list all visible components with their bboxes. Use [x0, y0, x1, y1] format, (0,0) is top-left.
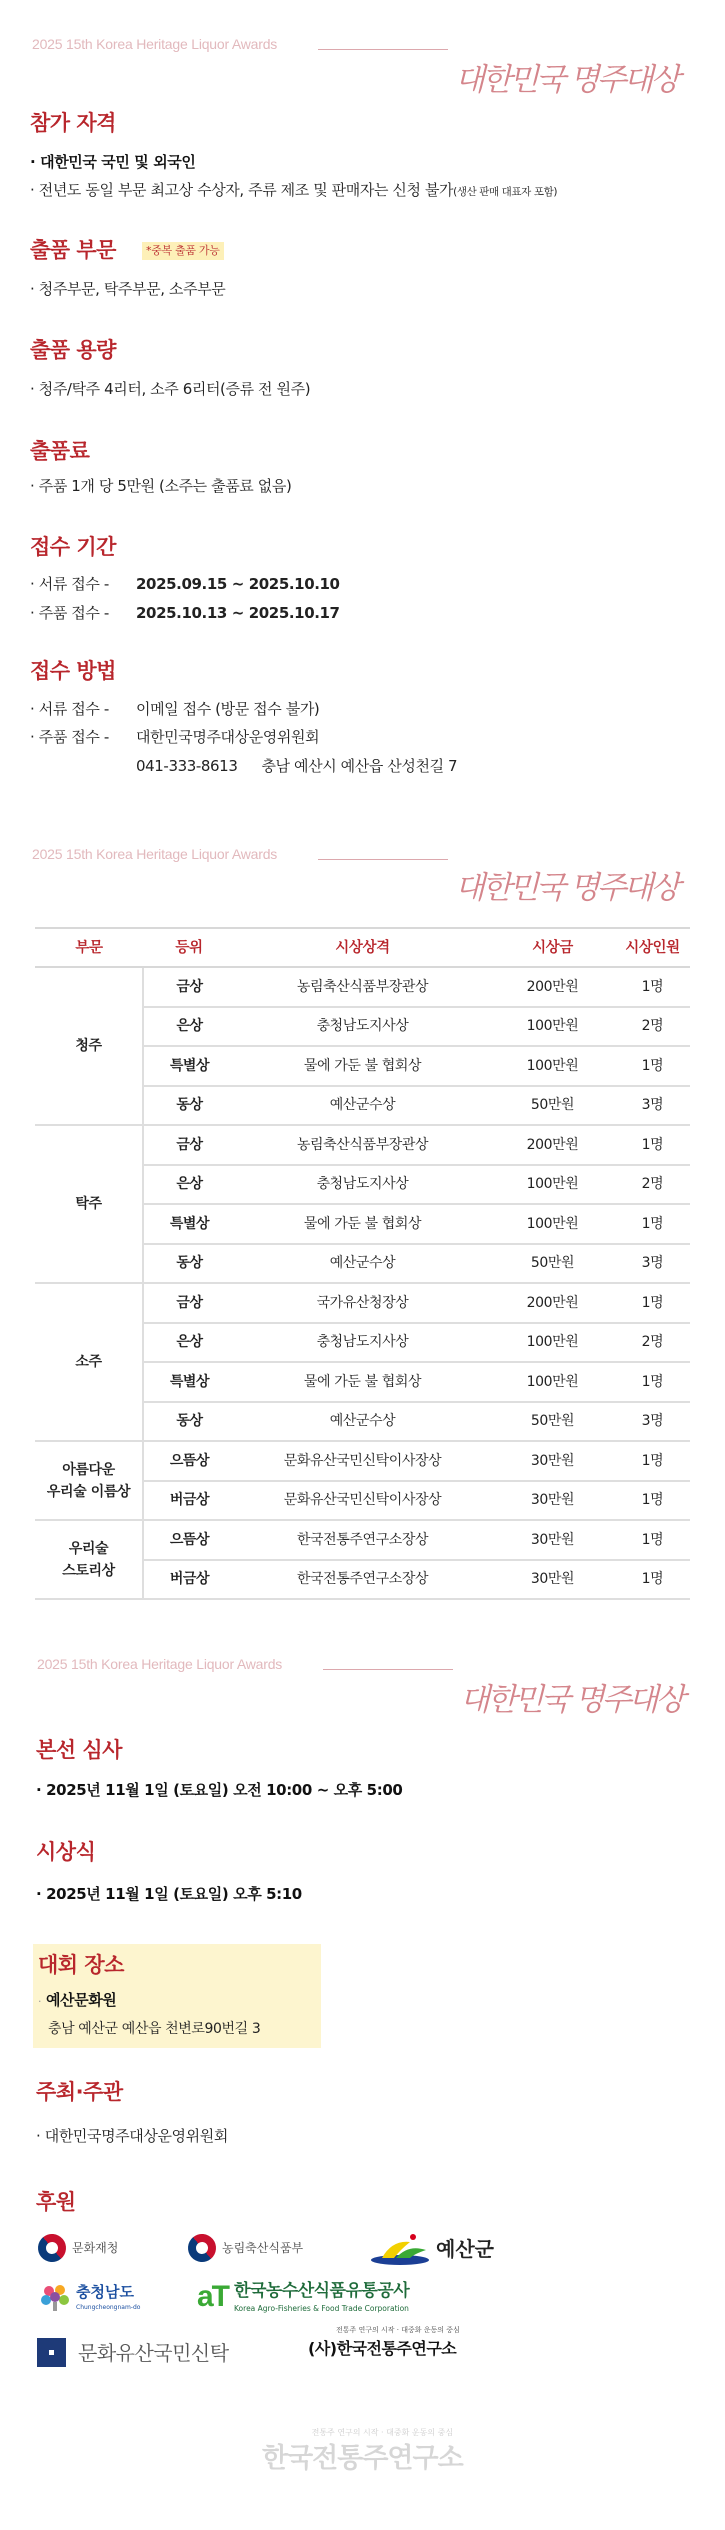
winners-cell: 1명 [615, 1283, 690, 1323]
winners-cell: 1명 [615, 1481, 690, 1521]
winners-cell: 3명 [615, 1402, 690, 1442]
prize-cell: 50만원 [490, 1402, 615, 1442]
sponsor-logo-at [197, 2280, 409, 2314]
prize-cell: 100만원 [490, 1362, 615, 1402]
column-header: 시상인원 [615, 928, 690, 967]
header-divider [318, 49, 448, 50]
prize-cell: 100만원 [490, 1007, 615, 1047]
rank-cell: 특별상 [143, 1046, 235, 1086]
prize-cell: 100만원 [490, 1323, 615, 1363]
venue-box [33, 1944, 321, 2048]
chungnam-flower-icon [40, 2282, 70, 2312]
venue-heading: 대회 장소 [38, 1953, 124, 1977]
eligibility-heading: 참가 자격 [30, 111, 116, 135]
method-row [30, 727, 319, 747]
event-logo: 대한민국 명주대상 [455, 870, 678, 906]
method-value: 이메일 접수 (방문 접수 불가) [136, 700, 320, 718]
table-row [35, 1125, 690, 1165]
category-cell: 탁주 [35, 1125, 143, 1283]
national-trust-icon [37, 2338, 66, 2367]
period-value: 2025.10.13 ~ 2025.10.17 [136, 604, 340, 622]
eligibility-text: · 전년도 동일 부문 최고상 수상자, 주류 제조 및 판매자는 신청 불가 [30, 181, 454, 199]
rank-cell: 버금상 [143, 1481, 235, 1521]
award-name-cell: 국가유산청장상 [235, 1283, 490, 1323]
method-label: · 서류 접수 - [30, 700, 109, 718]
sponsor-name: 문화유산국민신탁 [78, 2340, 229, 2365]
winners-cell: 1명 [615, 1362, 690, 1402]
category-cell: 소주 [35, 1283, 143, 1441]
event-logo: 대한민국 명주대상 [460, 1682, 683, 1718]
period-value: 2025.09.15 ~ 2025.10.10 [136, 575, 340, 593]
watermark-tagline: 전통주 연구의 시작 · 대중화 운동의 중심 [311, 2428, 454, 2437]
method-heading: 접수 방법 [30, 659, 116, 683]
winners-cell: 1명 [615, 1204, 690, 1244]
sponsor-name: 농림축산식품부 [222, 2241, 304, 2255]
event-subtitle: 2025 15th Korea Heritage Liquor Awards [32, 846, 278, 862]
venue-name [38, 1990, 116, 2012]
duplicate-entry-badge: *중복 출품 가능 [142, 242, 224, 260]
sponsor-name: 문화재청 [72, 2241, 119, 2255]
award-name-cell: 농림축산식품부장관상 [235, 967, 490, 1007]
winners-cell: 3명 [615, 1086, 690, 1126]
award-name-cell: 농림축산식품부장관상 [235, 1125, 490, 1165]
phone-number: 041-333-8613 [136, 757, 238, 775]
watermark-text: 한국전통주연구소 [262, 2443, 463, 2474]
venue-address: 충남 예산군 예산읍 천변로90번길 3 [48, 2021, 261, 2037]
method-contact [136, 756, 457, 776]
awards-table [35, 927, 690, 1600]
sponsor-name-en: Chungcheongnam-do [76, 2303, 141, 2311]
winners-cell: 1명 [615, 1125, 690, 1165]
header-divider [318, 859, 448, 860]
rank-cell: 금상 [143, 1283, 235, 1323]
category-cell: 우리술 스토리상 [35, 1520, 143, 1599]
eligibility-item [30, 180, 557, 202]
fee-item: · 주품 1개 당 5만원 (소주는 출품료 없음) [30, 477, 292, 495]
table-row [35, 1441, 690, 1481]
method-row [30, 699, 319, 719]
categories-heading: 출품 부문 [30, 238, 116, 262]
award-name-cell: 물에 가둔 불 협회상 [235, 1362, 490, 1402]
award-name-cell: 한국전통주연구소장상 [235, 1560, 490, 1600]
award-name-cell: 예산군수상 [235, 1244, 490, 1284]
prize-cell: 50만원 [490, 1244, 615, 1284]
sponsor-name: 충청남도 [76, 2282, 134, 2301]
rank-cell: 금상 [143, 967, 235, 1007]
event-subtitle: 2025 15th Korea Heritage Liquor Awards [37, 1656, 283, 1672]
method-value: 대한민국명주대상운영위원회 [136, 728, 320, 746]
award-name-cell: 한국전통주연구소장상 [235, 1520, 490, 1560]
sponsor-logo-yesan [370, 2232, 494, 2266]
volume-item: · 청주/탁주 4리터, 소주 6리터(증류 전 원주) [30, 380, 311, 398]
fee-heading: 출품료 [30, 439, 90, 463]
period-label: · 서류 접수 - [30, 575, 109, 593]
institute-tagline: 전통주 연구의 시작 · 대중화 운동의 중심 [336, 2326, 460, 2334]
rank-cell: 금상 [143, 1125, 235, 1165]
winners-cell: 1명 [615, 1520, 690, 1560]
sponsor-name: (사)한국전통주연구소 [308, 2339, 457, 2358]
award-name-cell: 예산군수상 [235, 1402, 490, 1442]
column-header: 시상금 [490, 928, 615, 967]
rank-cell: 동상 [143, 1086, 235, 1126]
sponsors-heading: 후원 [36, 2190, 76, 2214]
prize-cell: 30만원 [490, 1481, 615, 1521]
sponsor-logo-heritage-admin [38, 2234, 118, 2262]
winners-cell: 1명 [615, 1046, 690, 1086]
sponsor-logo-mafra [188, 2234, 303, 2262]
prize-cell: 200만원 [490, 967, 615, 1007]
award-name-cell: 물에 가둔 불 협회상 [235, 1204, 490, 1244]
period-heading: 접수 기간 [30, 535, 116, 559]
at-logo-mark: aT [197, 2280, 229, 2313]
prize-cell: 30만원 [490, 1520, 615, 1560]
prize-cell: 30만원 [490, 1560, 615, 1600]
address: 충남 예산시 예산읍 산성천길 7 [261, 757, 458, 775]
period-row [30, 574, 340, 594]
period-label: · 주품 접수 - [30, 604, 109, 622]
prize-cell: 100만원 [490, 1204, 615, 1244]
sponsor-logo-national-trust [37, 2338, 229, 2367]
sponsor-name-en: Korea Agro-Fisheries & Food Trade Corporation [234, 2303, 409, 2313]
rank-cell: 동상 [143, 1402, 235, 1442]
categories-item: · 청주부문, 탁주부문, 소주부문 [30, 280, 226, 298]
ceremony-heading: 시상식 [36, 1840, 96, 1864]
rank-cell: 으뜸상 [143, 1441, 235, 1481]
table-row [35, 967, 690, 1007]
prize-cell: 100만원 [490, 1165, 615, 1205]
award-name-cell: 문화유산국민신탁이사장상 [235, 1481, 490, 1521]
eligibility-note: (생산 판매 대표자 포함) [453, 186, 558, 198]
judging-item: · 2025년 11월 1일 (토요일) 오전 10:00 ~ 오후 5:00 [36, 1781, 403, 1799]
event-subtitle: 2025 15th Korea Heritage Liquor Awards [32, 36, 278, 52]
ceremony-item: · 2025년 11월 1일 (토요일) 오후 5:10 [36, 1885, 302, 1903]
event-logo: 대한민국 명주대상 [455, 62, 678, 98]
venue-bullet: · [38, 1995, 42, 2008]
winners-cell: 1명 [615, 1441, 690, 1481]
winners-cell: 2명 [615, 1007, 690, 1047]
sponsor-logo-institute [308, 2326, 460, 2359]
award-name-cell: 예산군수상 [235, 1086, 490, 1126]
column-header: 시상상격 [235, 928, 490, 967]
prize-cell: 100만원 [490, 1046, 615, 1086]
sponsor-name: 예산군 [436, 2237, 494, 2261]
category-cell: 아름다운 우리술 이름상 [35, 1441, 143, 1520]
rank-cell: 특별상 [143, 1204, 235, 1244]
sponsor-name: 한국농수산식품유통공사 [234, 2280, 410, 2301]
host-item: · 대한민국명주대상운영위원회 [36, 2127, 228, 2145]
awards-table-wrap [35, 927, 690, 1600]
host-heading: 주최·주관 [36, 2080, 123, 2104]
rank-cell: 은상 [143, 1165, 235, 1205]
method-label: · 주품 접수 - [30, 728, 109, 746]
award-name-cell: 충청남도지사상 [235, 1007, 490, 1047]
prize-cell: 200만원 [490, 1283, 615, 1323]
winners-cell: 3명 [615, 1244, 690, 1284]
award-name-cell: 충청남도지사상 [235, 1165, 490, 1205]
taegeuk-icon [182, 2228, 221, 2267]
category-cell: 청주 [35, 967, 143, 1125]
rank-cell: 으뜸상 [143, 1520, 235, 1560]
footer-watermark [262, 2428, 463, 2475]
table-header-row [35, 928, 690, 967]
volume-heading: 출품 용량 [30, 338, 116, 362]
award-name-cell: 충청남도지사상 [235, 1323, 490, 1363]
header-divider [323, 1669, 453, 1670]
rank-cell: 특별상 [143, 1362, 235, 1402]
prize-cell: 30만원 [490, 1441, 615, 1481]
period-row [30, 603, 340, 623]
winners-cell: 2명 [615, 1323, 690, 1363]
sponsor-logo-chungnam [40, 2282, 140, 2312]
award-name-cell: 문화유산국민신탁이사장상 [235, 1441, 490, 1481]
award-name-cell: 물에 가둔 불 협회상 [235, 1046, 490, 1086]
rank-cell: 버금상 [143, 1560, 235, 1600]
venue-name-text: 예산문화원 [45, 1991, 117, 2009]
winners-cell: 2명 [615, 1165, 690, 1205]
prize-cell: 50만원 [490, 1086, 615, 1126]
rank-cell: 동상 [143, 1244, 235, 1284]
eligibility-item: · 대한민국 국민 및 외국인 [30, 153, 196, 171]
winners-cell: 1명 [615, 967, 690, 1007]
judging-heading: 본선 심사 [36, 1738, 122, 1762]
yesan-emblem-icon [370, 2232, 430, 2266]
rank-cell: 은상 [143, 1007, 235, 1047]
column-header: 부문 [35, 928, 143, 967]
table-row [35, 1520, 690, 1560]
rank-cell: 은상 [143, 1323, 235, 1363]
prize-cell: 200만원 [490, 1125, 615, 1165]
taegeuk-icon [32, 2228, 71, 2267]
table-row [35, 1283, 690, 1323]
winners-cell: 1명 [615, 1560, 690, 1600]
column-header: 등위 [143, 928, 235, 967]
